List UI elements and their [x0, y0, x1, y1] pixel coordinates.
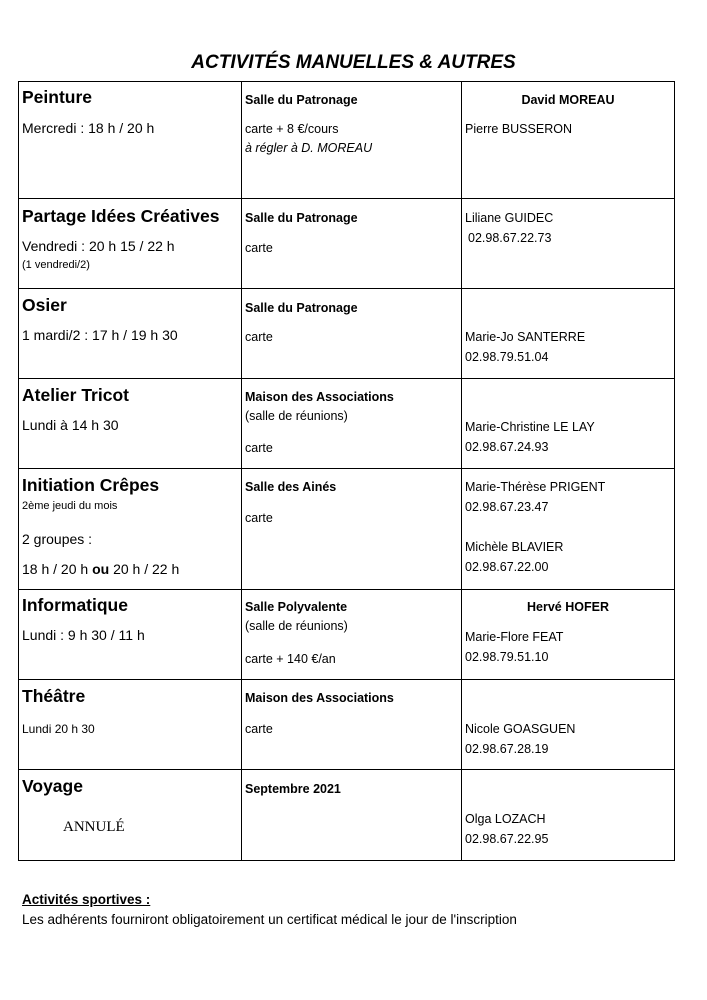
activity-cell: [19, 590, 242, 680]
activity-place: Maison des Associations: [245, 390, 394, 404]
schedule-or: ou: [92, 561, 110, 577]
contact-cell: [462, 82, 675, 199]
contact-name: Marie-Jo SANTERRE: [465, 330, 586, 344]
activity-name: Osier: [22, 295, 67, 315]
footer-text: Les adhérents fourniront obligatoirement un certificat médical le jour de l'inscription: [22, 912, 517, 927]
place-cell: [242, 379, 462, 469]
activity-schedule: [22, 561, 179, 577]
activity-price: carte: [245, 241, 273, 255]
activity-place: Salle du Patronage: [245, 93, 358, 107]
activity-price: carte: [245, 722, 273, 736]
activity-name: Voyage: [22, 776, 83, 796]
activity-price: carte: [245, 511, 273, 525]
activity-lead: Hervé HOFER: [527, 600, 609, 614]
activity-cell: [19, 199, 242, 289]
activity-place: Salle du Patronage: [245, 301, 358, 315]
activity-place: Septembre 2021: [245, 782, 341, 796]
table-row: [19, 82, 675, 199]
contact-phone-2: 02.98.67.22.00: [465, 560, 549, 574]
activity-name: Théâtre: [22, 686, 86, 706]
activity-schedule: Mercredi : 18 h / 20 h: [22, 120, 155, 136]
schedule-group-b: 20 h / 22 h: [113, 561, 180, 577]
activity-cell: [19, 379, 242, 469]
activity-place-note: (salle de réunions): [245, 409, 348, 423]
activity-place: Salle des Ainés: [245, 480, 337, 494]
place-cell: [242, 199, 462, 289]
contact-name: Marie-Flore FEAT: [465, 630, 564, 644]
activity-price: carte + 8 €/cours: [245, 122, 339, 136]
contact-cell: [462, 199, 675, 289]
contact-phone: 02.98.79.51.04: [465, 350, 549, 364]
activities-table: [18, 81, 675, 861]
activity-price: carte: [245, 441, 273, 455]
activity-name: Partage Idées Créatives: [22, 206, 220, 226]
contact-name: Nicole GOASGUEN: [465, 722, 576, 736]
footer-heading: Activités sportives :: [22, 892, 151, 907]
contact-cell: [462, 770, 675, 861]
activity-lead: David MOREAU: [521, 93, 615, 107]
activity-cell: [19, 469, 242, 590]
activity-schedule: Lundi à 14 h 30: [22, 417, 119, 433]
activity-schedule: 1 mardi/2 : 17 h / 19 h 30: [22, 327, 178, 343]
activity-place-note: (salle de réunions): [245, 619, 348, 633]
contact-phone: 02.98.79.51.10: [465, 650, 549, 664]
place-cell: [242, 82, 462, 199]
activity-schedule: Lundi : 9 h 30 / 11 h: [22, 627, 145, 643]
activity-name: Peinture: [22, 87, 93, 107]
activity-place: Maison des Associations: [245, 691, 394, 705]
table-row: [19, 199, 675, 289]
activity-cell: [19, 770, 242, 861]
activity-status: ANNULÉ: [63, 819, 125, 835]
activity-name: Atelier Tricot: [22, 385, 129, 405]
contact-cell: [462, 469, 675, 590]
activity-schedule: Lundi 20 h 30: [22, 722, 95, 736]
activity-groups: 2 groupes :: [22, 531, 93, 547]
activity-cell: [19, 680, 242, 770]
contact-phone: 02.98.67.23.47: [465, 500, 549, 514]
contact-cell: [462, 680, 675, 770]
table-row: [19, 289, 675, 379]
table-row: [19, 680, 675, 770]
contact-name: Pierre BUSSERON: [465, 122, 572, 136]
contact-name: Marie-Christine LE LAY: [465, 420, 595, 434]
activity-name: Initiation Crêpes: [22, 475, 160, 495]
activity-schedule: Vendredi : 20 h 15 / 22 h: [22, 238, 175, 254]
activity-schedule-note: 2ème jeudi du mois: [22, 500, 118, 512]
activity-price-note: à régler à D. MOREAU: [245, 141, 373, 155]
place-cell: [242, 469, 462, 590]
place-cell: [242, 289, 462, 379]
activity-price: carte + 140 €/an: [245, 652, 336, 666]
activity-place: Salle du Patronage: [245, 211, 358, 225]
contact-phone: 02.98.67.22.73: [468, 231, 552, 245]
activity-schedule-note: (1 vendredi/2): [22, 259, 90, 271]
contact-name: Olga LOZACH: [465, 812, 546, 826]
contact-cell: [462, 590, 675, 680]
contact-phone: 02.98.67.22.95: [465, 832, 549, 846]
table-row: [19, 469, 675, 590]
contact-name-2: Michèle BLAVIER: [465, 540, 564, 554]
activity-price: carte: [245, 330, 273, 344]
activity-name: Informatique: [22, 595, 128, 615]
place-cell: [242, 770, 462, 861]
contact-cell: [462, 289, 675, 379]
table-row: [19, 379, 675, 469]
contact-phone: 02.98.67.28.19: [465, 742, 549, 756]
contact-phone: 02.98.67.24.93: [465, 440, 549, 454]
table-row: [19, 590, 675, 680]
activity-place: Salle Polyvalente: [245, 600, 348, 614]
schedule-group-a: 18 h / 20 h: [22, 561, 89, 577]
place-cell: [242, 590, 462, 680]
contact-cell: [462, 379, 675, 469]
place-cell: [242, 680, 462, 770]
activity-cell: [19, 82, 242, 199]
page-title: ACTIVITÉS MANUELLES & AUTRES: [191, 52, 516, 73]
contact-name: Marie-Thérèse PRIGENT: [465, 480, 606, 494]
contact-name: Liliane GUIDEC: [465, 211, 554, 225]
table-row: [19, 770, 675, 861]
activity-cell: [19, 289, 242, 379]
